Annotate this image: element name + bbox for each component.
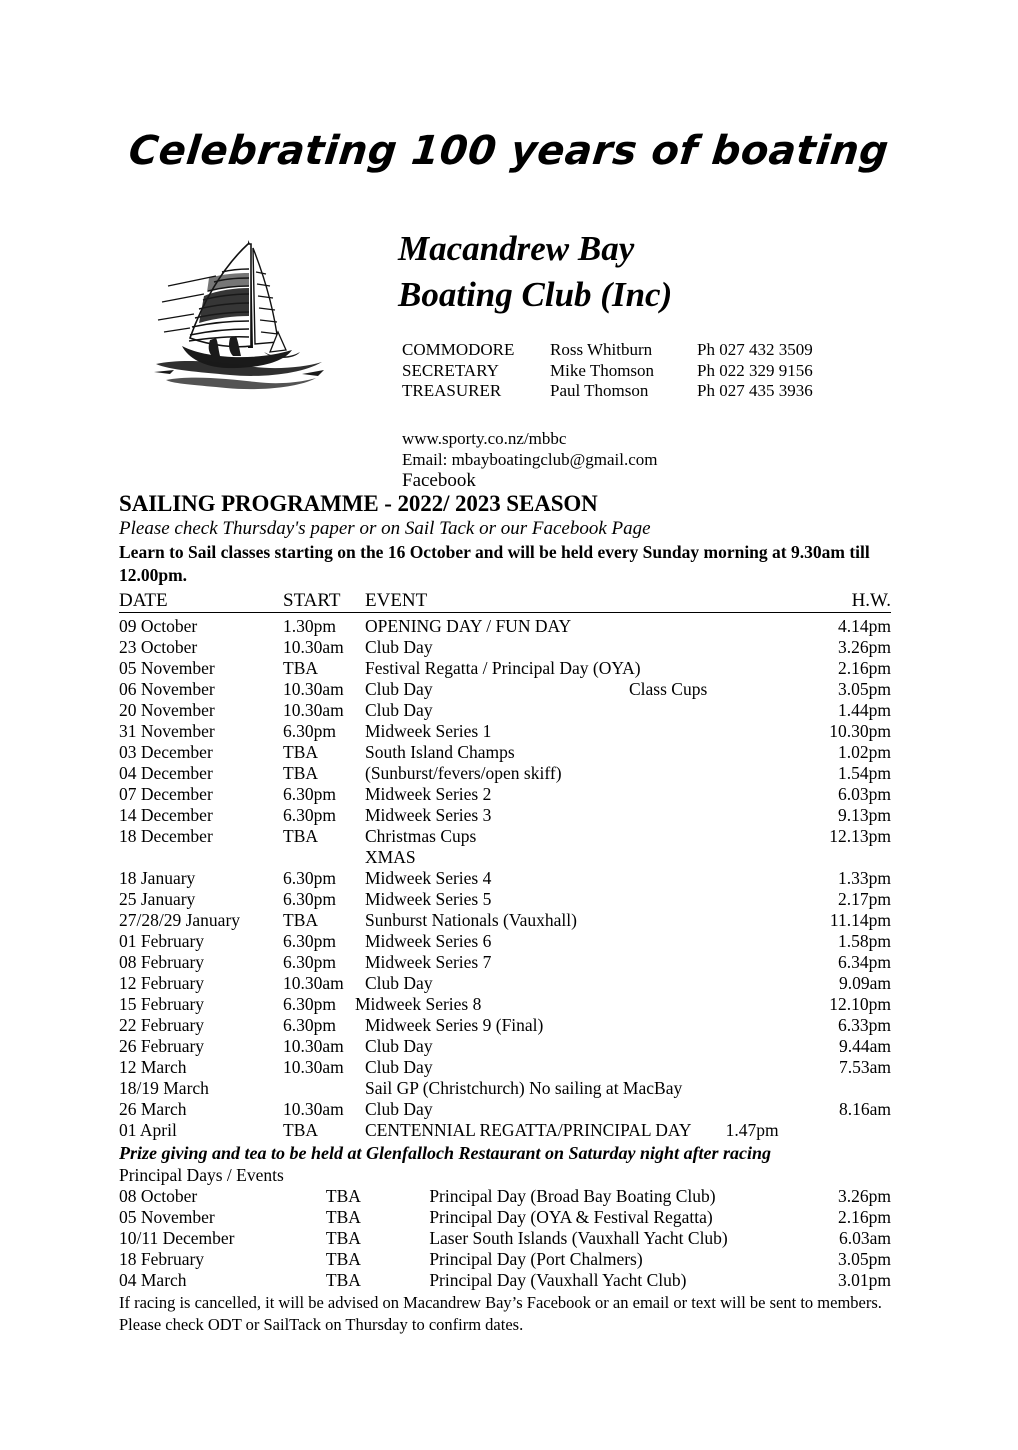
cell-event: Sail GP (Christchurch) No sailing at MacBay [365, 1078, 683, 1098]
cell-start: 6.30pm [283, 784, 336, 804]
cell-start: 10.30am [283, 973, 344, 993]
page-title: SAILING PROGRAMME - 2022/ 2023 SEASON [119, 491, 598, 516]
table-row [119, 679, 891, 700]
centenary-banner-text: Celebrating 100 years of boating [126, 128, 892, 174]
cell-date: 04 March [119, 1270, 187, 1290]
cell-event: Principal Day (Broad Bay Boating Club) [429, 1186, 716, 1206]
table-row [119, 931, 891, 952]
officers-block [402, 340, 857, 402]
cell-hw: 3.01pm [838, 1270, 891, 1290]
cell-hw: 10.30pm [829, 721, 891, 741]
cell-start: 10.30am [283, 1099, 344, 1119]
cell-date: 26 February [119, 1036, 205, 1056]
cell-start: TBA [283, 763, 318, 783]
cell-date: 18 January [119, 868, 196, 888]
cell-inline-time: 1.47pm [725, 1120, 779, 1140]
cell-extra [629, 889, 789, 910]
cell-hw: 7.53am [838, 1057, 891, 1077]
cell-start: TBA [325, 1270, 361, 1290]
contact-block [402, 428, 658, 491]
cell-hw: 1.44pm [838, 700, 891, 720]
cell-hw: 2.16pm [838, 658, 891, 678]
schedule-header-row [119, 590, 891, 613]
email-link[interactable]: Email: mbayboatingclub@gmail.com [402, 450, 658, 469]
cell-hw: 6.33pm [838, 1015, 891, 1035]
cell-event: Christmas Cups [365, 826, 477, 846]
table-row [119, 1099, 891, 1120]
officer-role: TREASURER [402, 381, 502, 400]
cell-hw: 3.05pm [838, 679, 891, 699]
cell-extra [629, 1036, 789, 1057]
cell-start: TBA [325, 1249, 361, 1269]
col-header-start: START [283, 590, 365, 613]
table-row [119, 1207, 891, 1228]
programme-subtitle: Please check Thursday's paper or on Sail Tack or our Facebook Page [119, 518, 651, 539]
cell-start: 6.30pm [283, 868, 336, 888]
cell-event: Club Day [365, 700, 433, 720]
cell-hw: 11.14pm [829, 910, 891, 930]
cell-hw: 9.44am [838, 1036, 891, 1056]
cell-start: 1.30pm [283, 616, 336, 636]
cell-date [119, 847, 283, 868]
cell-start: 10.30am [283, 700, 344, 720]
table-row [119, 973, 891, 994]
cell-hw: 9.09am [838, 973, 891, 993]
cell-event [365, 1120, 891, 1141]
officers-table [402, 340, 857, 402]
cell-hw: 1.58pm [838, 931, 891, 951]
cell-start [283, 847, 365, 868]
cell-hw: 9.13pm [838, 805, 891, 825]
cell-date: 23 October [119, 637, 198, 657]
cell-start: 10.30am [283, 637, 344, 657]
table-row [119, 1228, 891, 1249]
cell-date: 05 November [119, 1207, 215, 1227]
cell-date: 26 March [119, 1099, 187, 1119]
cell-extra [629, 973, 789, 994]
cell-extra [629, 931, 789, 952]
table-row [119, 784, 891, 805]
principal-days-table [119, 1186, 891, 1291]
cell-extra [629, 1099, 789, 1120]
cell-event: Midweek Series 3 [365, 805, 492, 825]
table-row [119, 868, 891, 889]
table-row [119, 805, 891, 826]
cell-extra [629, 742, 789, 763]
cell-hw: 8.16am [838, 1099, 891, 1119]
cell-start: 10.30am [283, 1036, 344, 1056]
cell-date: 08 October [119, 1186, 198, 1206]
cell-event: South Island Champs [365, 742, 515, 762]
cell-date: 03 December [119, 742, 213, 762]
cell-date: 15 February [119, 994, 205, 1014]
cell-date: 18/19 March [119, 1078, 209, 1098]
cell-date: 10/11 December [119, 1228, 235, 1248]
cell-event: Midweek Series 6 [365, 931, 492, 951]
cell-event: Laser South Islands (Vauxhall Yacht Club) [429, 1228, 728, 1248]
col-header-date: DATE [119, 590, 283, 613]
cell-date: 01 February [119, 931, 205, 951]
cell-event: Midweek Series 9 (Final) [365, 1015, 544, 1035]
cell-date: 06 November [119, 679, 215, 699]
cell-extra [629, 1057, 789, 1078]
officer-phone: Ph 027 435 3936 [697, 381, 813, 400]
cell-hw: 2.17pm [838, 889, 891, 909]
table-row [119, 1036, 891, 1057]
centenary-banner [0, 128, 1018, 174]
cell-start: 10.30am [283, 1057, 344, 1077]
cell-hw: 6.03am [838, 1228, 891, 1248]
cell-start: TBA [283, 658, 318, 678]
website-link[interactable]: www.sporty.co.nz/mbbc [402, 429, 567, 448]
cell-event: Club Day [365, 679, 433, 699]
cell-start: 10.30am [283, 679, 344, 699]
cell-start: TBA [325, 1207, 361, 1227]
cell-event: Midweek Series 2 [365, 784, 492, 804]
table-row [119, 847, 891, 868]
cell-hw: 1.33pm [838, 868, 891, 888]
table-row [119, 910, 891, 931]
table-row [119, 994, 891, 1015]
cell-extra [629, 637, 789, 658]
prize-giving-note: Prize giving and tea to be held at Glenfalloch Restaurant on Saturday night after racing [119, 1143, 772, 1163]
table-row [119, 1057, 891, 1078]
cell-event: Club Day [365, 1036, 433, 1056]
cell-extra [629, 994, 789, 1015]
table-row [119, 1186, 891, 1207]
cell-extra [629, 952, 789, 973]
cell-event: XMAS [365, 847, 416, 867]
cell-start: 6.30pm [283, 931, 336, 951]
table-row [119, 1249, 891, 1270]
table-row [119, 1015, 891, 1036]
cell-date: 14 December [119, 805, 213, 825]
cell-date: 18 December [119, 826, 213, 846]
officer-row [402, 340, 857, 361]
sailboat-icon [152, 228, 342, 403]
cell-start [283, 1078, 365, 1099]
cell-date: 18 February [119, 1249, 205, 1269]
table-row [119, 613, 891, 638]
cell-date: 20 November [119, 700, 215, 720]
table-row [119, 889, 891, 910]
table-row [119, 1078, 891, 1099]
club-name [398, 226, 672, 318]
cell-hw: 4.14pm [838, 616, 891, 636]
cell-start: TBA [283, 1120, 318, 1140]
schedule-table [119, 590, 891, 1141]
cell-date: 04 December [119, 763, 213, 783]
confirm-dates-note: Please check ODT or SailTack on Thursday to confirm dates. [119, 1315, 524, 1334]
cell-extra [629, 721, 789, 742]
cell-date: 05 November [119, 658, 215, 678]
cell-extra [629, 868, 789, 889]
table-row [119, 742, 891, 763]
table-row [119, 952, 891, 973]
programme-body [119, 491, 891, 1335]
cell-hw [789, 847, 891, 868]
cell-start: 6.30pm [283, 805, 336, 825]
officer-phone: Ph 022 329 9156 [697, 360, 813, 380]
cell-start: 6.30pm [283, 721, 336, 741]
cell-event: Midweek Series 7 [365, 952, 492, 972]
cell-date: 01 April [119, 1120, 177, 1140]
cell-event: Festival Regatta / Principal Day (OYA) [365, 658, 641, 678]
cell-hw: 6.34pm [838, 952, 891, 972]
officer-row [402, 381, 857, 402]
cell-start: TBA [325, 1186, 361, 1206]
officer-row [402, 361, 857, 382]
cell-hw: 3.26pm [838, 637, 891, 657]
cell-extra [629, 805, 789, 826]
table-row [119, 700, 891, 721]
cell-date: 12 February [119, 973, 205, 993]
cell-event: Club Day [365, 637, 433, 657]
cell-extra [629, 847, 789, 868]
officer-role: COMMODORE [402, 340, 515, 359]
cell-date: 12 March [119, 1057, 187, 1077]
cell-hw: 2.16pm [838, 1207, 891, 1227]
cell-extra [629, 763, 789, 784]
club-name-line2: Boating Club (Inc) [398, 275, 673, 315]
cell-event-text: CENTENNIAL REGATTA/PRINCIPAL DAY [365, 1120, 692, 1140]
table-row [119, 763, 891, 784]
cell-start: 6.30pm [283, 994, 336, 1014]
table-row [119, 826, 891, 847]
cell-extra [629, 700, 789, 721]
cell-date: 22 February [119, 1015, 205, 1035]
col-header-event: EVENT [365, 590, 629, 613]
cell-event: Midweek Series 1 [365, 721, 492, 741]
cell-date: 25 January [119, 889, 196, 909]
cell-date: 31 November [119, 721, 215, 741]
cell-event: Principal Day (Port Chalmers) [429, 1249, 643, 1269]
cell-extra [629, 784, 789, 805]
officer-role: SECRETARY [402, 360, 499, 380]
cell-hw: 12.13pm [829, 826, 891, 846]
cell-event: Club Day [365, 1099, 433, 1119]
cell-start: TBA [283, 826, 318, 846]
officer-name: Ross Whitburn [550, 340, 653, 359]
officer-phone: Ph 027 432 3509 [697, 340, 813, 359]
table-row [119, 1270, 891, 1291]
cell-event: Midweek Series 5 [365, 889, 492, 909]
cell-extra [629, 826, 789, 847]
cell-date: 08 February [119, 952, 205, 972]
col-header-hw: H.W. [789, 590, 891, 613]
principal-days-heading: Principal Days / Events [119, 1165, 284, 1185]
cell-hw: 1.02pm [838, 742, 891, 762]
cell-hw: 1.54pm [838, 763, 891, 783]
cell-start: TBA [325, 1228, 361, 1248]
cell-hw: 6.03pm [838, 784, 891, 804]
cell-start: 6.30pm [283, 889, 336, 909]
cell-start: 6.30pm [283, 1015, 336, 1035]
table-row [119, 658, 891, 679]
facebook-link[interactable]: Facebook [402, 470, 476, 491]
cell-extra [629, 658, 789, 679]
cell-start: TBA [283, 910, 318, 930]
cell-extra [629, 613, 789, 638]
cell-event: OPENING DAY / FUN DAY [365, 616, 572, 636]
cell-event: Midweek Series 4 [365, 868, 492, 888]
cell-date: 09 October [119, 616, 198, 636]
cell-event: Midweek Series 8 [355, 994, 482, 1014]
cell-start: 6.30pm [283, 952, 336, 972]
club-name-line1: Macandrew Bay [398, 229, 635, 268]
cell-hw: 3.05pm [838, 1249, 891, 1269]
cell-extra [629, 910, 789, 931]
col-header-spacer [629, 590, 789, 613]
table-row [119, 637, 891, 658]
cell-event: Sunburst Nationals (Vauxhall) [365, 910, 577, 930]
cell-hw: 3.26pm [838, 1186, 891, 1206]
cell-event: Principal Day (Vauxhall Yacht Club) [429, 1270, 687, 1290]
officer-name: Mike Thomson [550, 360, 655, 380]
cell-event: Club Day [365, 1057, 433, 1077]
cell-event: (Sunburst/fevers/open skiff) [365, 763, 562, 783]
cell-start: TBA [283, 742, 318, 762]
table-row [119, 1120, 891, 1141]
officer-name: Paul Thomson [550, 381, 649, 400]
learn-to-sail-note: Learn to Sail classes starting on the 16 October and will be held every Sunday morning at 9.30am till 12.00pm. [119, 542, 870, 585]
cell-date: 07 December [119, 784, 213, 804]
cancellation-note: If racing is cancelled, it will be advised on Macandrew Bay’s Facebook or an email or text will be sent to members. [119, 1293, 882, 1312]
cell-date: 27/28/29 January [119, 910, 241, 930]
cell-extra: Class Cups [629, 679, 708, 699]
cell-extra [629, 1015, 789, 1036]
cell-hw: 12.10pm [829, 994, 891, 1014]
table-row [119, 721, 891, 742]
cell-event: Principal Day (OYA & Festival Regatta) [429, 1207, 713, 1227]
cell-event: Club Day [365, 973, 433, 993]
